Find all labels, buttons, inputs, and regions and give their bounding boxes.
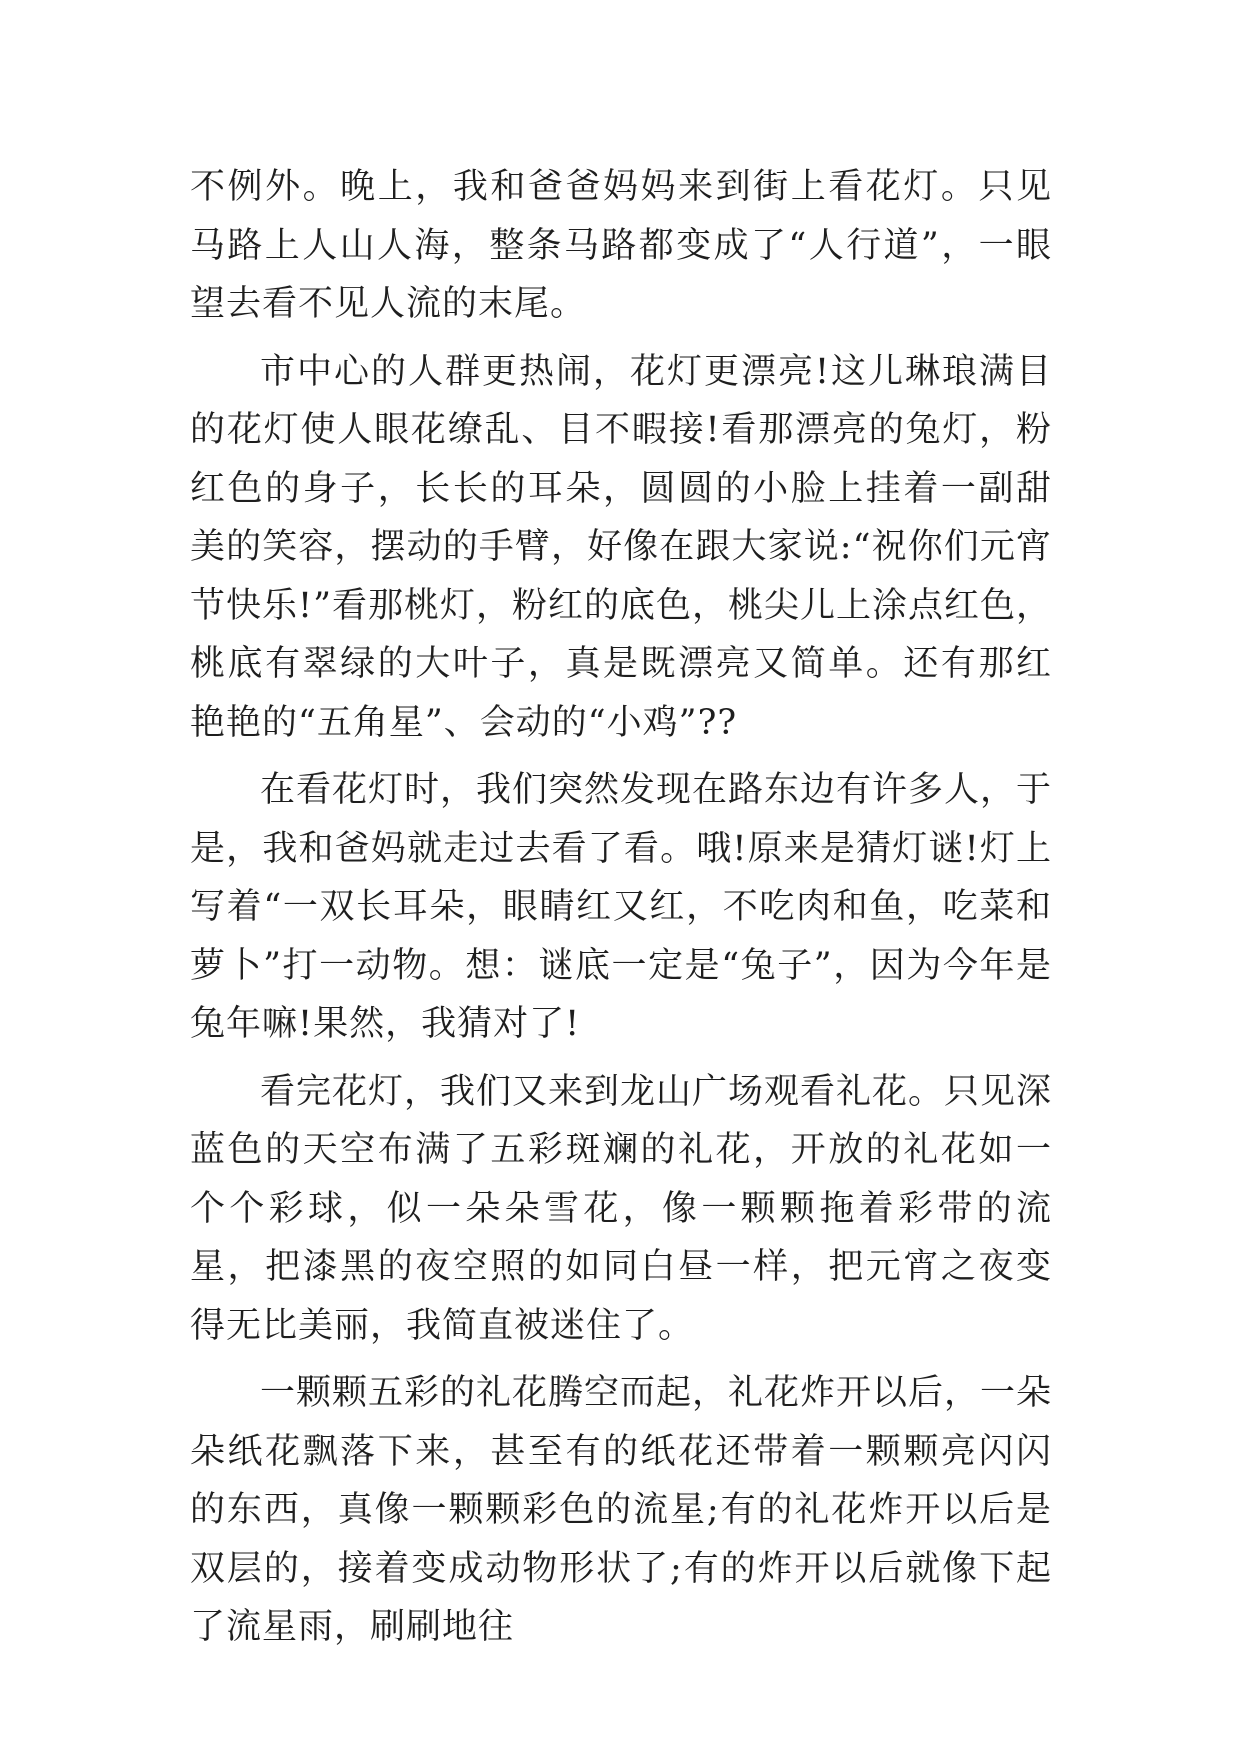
- paragraph-1: 不例外。晚上，我和爸爸妈妈来到街上看花灯。只见马路上人山人海，整条马路都变成了“人行道”，一眼望去看不见人流的末尾。: [190, 167, 1052, 324]
- paragraph-3: 在看花灯时，我们突然发现在路东边有许多人，于是，我和爸妈就走过去看了看。哦!原来是猜灯谜!灯上写着“一双长耳朵，眼睛红又红，不吃肉和鱼，吃菜和萝卜”打一动物。想：谜底一定是“兔子”，因为今年是兔年嘛!果然，我猜对了!: [190, 770, 1053, 1044]
- paragraph-4: 看完花灯，我们又来到龙山广场观看礼花。只见深蓝色的天空布满了五彩斑斓的礼花，开放的礼花如一个个彩球，似一朵朵雪花，像一颗颗拖着彩带的流星，把漆黑的夜空照的如同白昼一样，把元宵之夜变得无比美丽，我简直被迷住了。: [190, 1071, 1053, 1346]
- document-body: [190, 158, 1052, 1666]
- paragraph-5: 一颗颗五彩的礼花腾空而起，礼花炸开以后，一朵朵纸花飘落下来，甚至有的纸花还带着一颗颗亮闪闪的东西，真像一颗颗彩色的流星;有的礼花炸开以后是双层的，接着变成动物形状了;有的炸开以后就像下起了流星雨，刷刷地往: [190, 1373, 1053, 1647]
- paragraph-2: 市中心的人群更热闹，花灯更漂亮!这儿琳琅满目的花灯使人眼花缭乱、目不暇接!看那漂亮的兔灯，粉红色的身子，长长的耳朵，圆圆的小脸上挂着一副甜美的笑容，摆动的手臂，好像在跟大家说:“祝你们元宵节快乐!”看那桃灯，粉红的底色，桃尖儿上涂点红色，桃底有翠绿的大叶子，真是既漂亮又简单。还有那红艳艳的“五角星”、会动的“小鸡”??: [190, 351, 1052, 743]
